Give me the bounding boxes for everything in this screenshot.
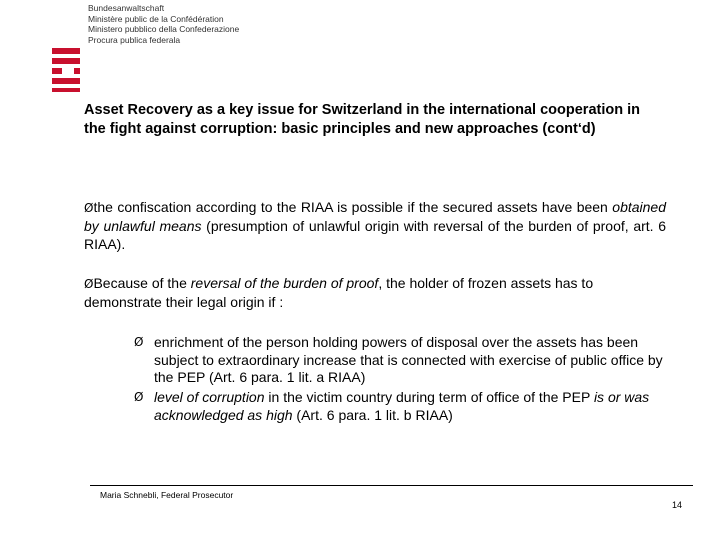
- bullet-confiscation: Øthe confiscation according to the RIAA is possible if the secured assets have been obtained by unlawful means (presumption of unlawful origin with reversal of the burden of proof, art. 6 RIAA).: [84, 199, 666, 252]
- agency-line-de: Bundesanwaltschaft: [88, 3, 165, 13]
- arrow-bullet-icon: Ø: [134, 390, 144, 404]
- swiss-confederation-logo: [52, 48, 80, 92]
- agency-line-fr: Ministère public de la Confédération: [88, 13, 224, 24]
- page-number: 14: [672, 500, 683, 510]
- arrow-bullet-icon: Ø: [84, 277, 94, 291]
- agency-line-rm: Procura publica federala: [88, 34, 181, 45]
- footer-divider: [90, 485, 693, 486]
- agency-name-block: [88, 3, 239, 45]
- arrow-bullet-icon: Ø: [134, 335, 144, 349]
- sub-bullet-enrichment: Ø enrichment of the person holding powers of disposal over the assets has been subject to extraordinary increase that is connected with exercise of public office by the PEP (Art. 6 para. 1 lit. a RIAA): [134, 334, 663, 385]
- presenter-name: Maria Schnebli, Federal Prosecutor: [100, 490, 234, 500]
- sub-bullet-corruption-level: Ø level of corruption in the victim country during term of office of the PEP is or was acknowledged as high (Art. 6 para. 1 lit. b RIAA): [134, 389, 650, 423]
- arrow-bullet-icon: Ø: [84, 201, 94, 215]
- bullet-burden-of-proof: ØBecause of the reversal of the burden of proof, the holder of frozen assets has to demonstrate their legal origin if :: [84, 275, 594, 310]
- slide-title: Asset Recovery as a key issue for Switzerland in the international cooperation in the fight against corruption: basic principles and new approaches (cont‘d): [84, 102, 640, 137]
- agency-line-it: Ministero pubblico della Confederazione: [88, 24, 240, 34]
